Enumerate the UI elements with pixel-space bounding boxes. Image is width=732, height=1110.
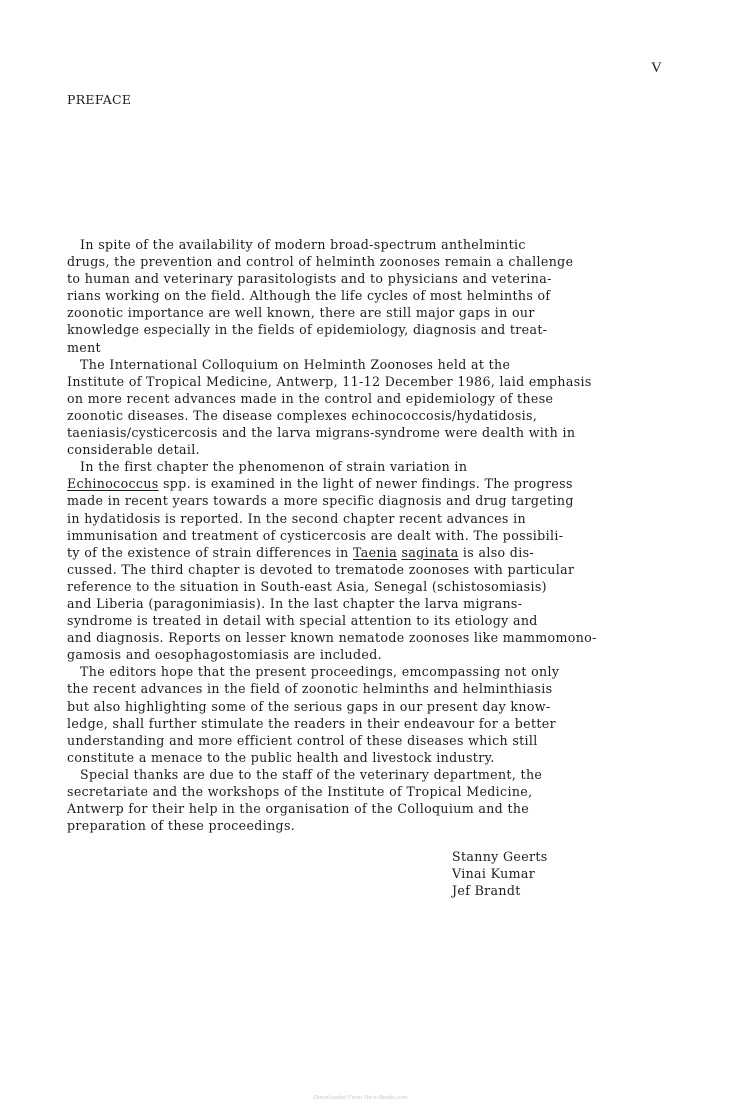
text-line: made in recent years towards a more specific diagnosis and drug targeting [67,493,574,509]
text-line-echinococcus [67,475,707,492]
text-line: Antwerp for their help in the organisation of the Colloquium and the [67,801,530,817]
text-line: reference to the situation in South-east Asia, Senegal (schistosomiasis) [67,578,547,594]
text-fragment: is also dis- [458,544,535,560]
text-line: The International Colloquium on Helminth Zoonoses held at the [67,356,511,372]
text-line: and Liberia (paragonimiasis). In the last chapter the larva migrans- [67,595,523,611]
text-line: In the first chapter the phenomenon of strain variation in [67,459,468,475]
page-title: PREFACE [67,92,132,107]
text-line: immunisation and treatment of cysticercosis are dealt with. The possibili- [67,527,564,543]
signatory-name: Jef Brandt [452,883,521,899]
text-line: constitute a menace to the public health and livestock industry. [67,749,495,765]
text-line-taenia [67,544,707,561]
text-line: Special thanks are due to the staff of the veterinary department, the [67,766,543,782]
signature-block [452,848,548,899]
watermark: Downloaded From Vet-e-Books.com [313,1094,408,1101]
text-line: ledge, shall further stimulate the readers in their endeavour for a better [67,715,556,731]
text-line: on more recent advances made in the control and epidemiology of these [67,390,554,406]
genus-name-echinococcus: Echinococcus [67,476,159,492]
text-line: the recent advances in the field of zoonotic helminths and helminthiasis [67,681,553,697]
signatory-name: Vinai Kumar [452,866,536,882]
text-line: considerable detail. [67,442,200,458]
text-line: The editors hope that the present proceedings, emcompassing not only [67,664,560,680]
text-fragment: ty of the existence of strain differences in [67,544,353,560]
text-line: taeniasis/cysticercosis and the larva migrans-syndrome were dealth with in [67,425,576,441]
text-line: cussed. The third chapter is devoted to trematode zoonoses with particular [67,561,575,577]
signatory-name: Stanny Geerts [452,849,548,864]
text-line: knowledge especially in the fields of epidemiology, diagnosis and treat- [67,322,548,338]
species-name-saginata: saginata [401,544,459,560]
text-line: understanding and more efficient control of these diseases which still [67,732,538,748]
text-line: to human and veterinary parasitologists and to physicians and veterina- [67,271,552,287]
genus-name-taenia: Taenia [353,544,398,560]
text-line: Institute of Tropical Medicine, Antwerp, 11-12 December 1986, laid emphasis [67,373,592,389]
text-line: syndrome is treated in detail with special attention to its etiology and [67,613,538,629]
text-line: but also highlighting some of the serious gaps in our present day know- [67,698,551,714]
page-number: V [651,60,662,76]
text-line: in hydatidosis is reported. In the second chapter recent advances in [67,510,526,526]
text-line: secretariate and the workshops of the Institute of Tropical Medicine, [67,784,533,799]
text-line: preparation of these proceedings. [67,818,296,834]
text-line: drugs, the prevention and control of helminth zoonoses remain a challenge [67,254,574,270]
text-line: ment [67,339,101,355]
text-line: rians working on the field. Although the life cycles of most helminths of [67,288,551,304]
preface-body [67,236,707,834]
text-line: and diagnosis. Reports on lesser known nematode zoonoses like mammomono- [67,630,597,646]
text-line: zoonotic importance are well known, there are still major gaps in our [67,305,535,321]
text-line: In spite of the availability of modern broad-spectrum anthelmintic [67,237,526,252]
text-line: zoonotic diseases. The disease complexes echinococcosis/hydatidosis, [67,407,538,423]
text-line: gamosis and oesophagostomiasis are included. [67,647,382,663]
text-fragment: spp. is examined in the light of newer findings. The progress [158,476,573,492]
